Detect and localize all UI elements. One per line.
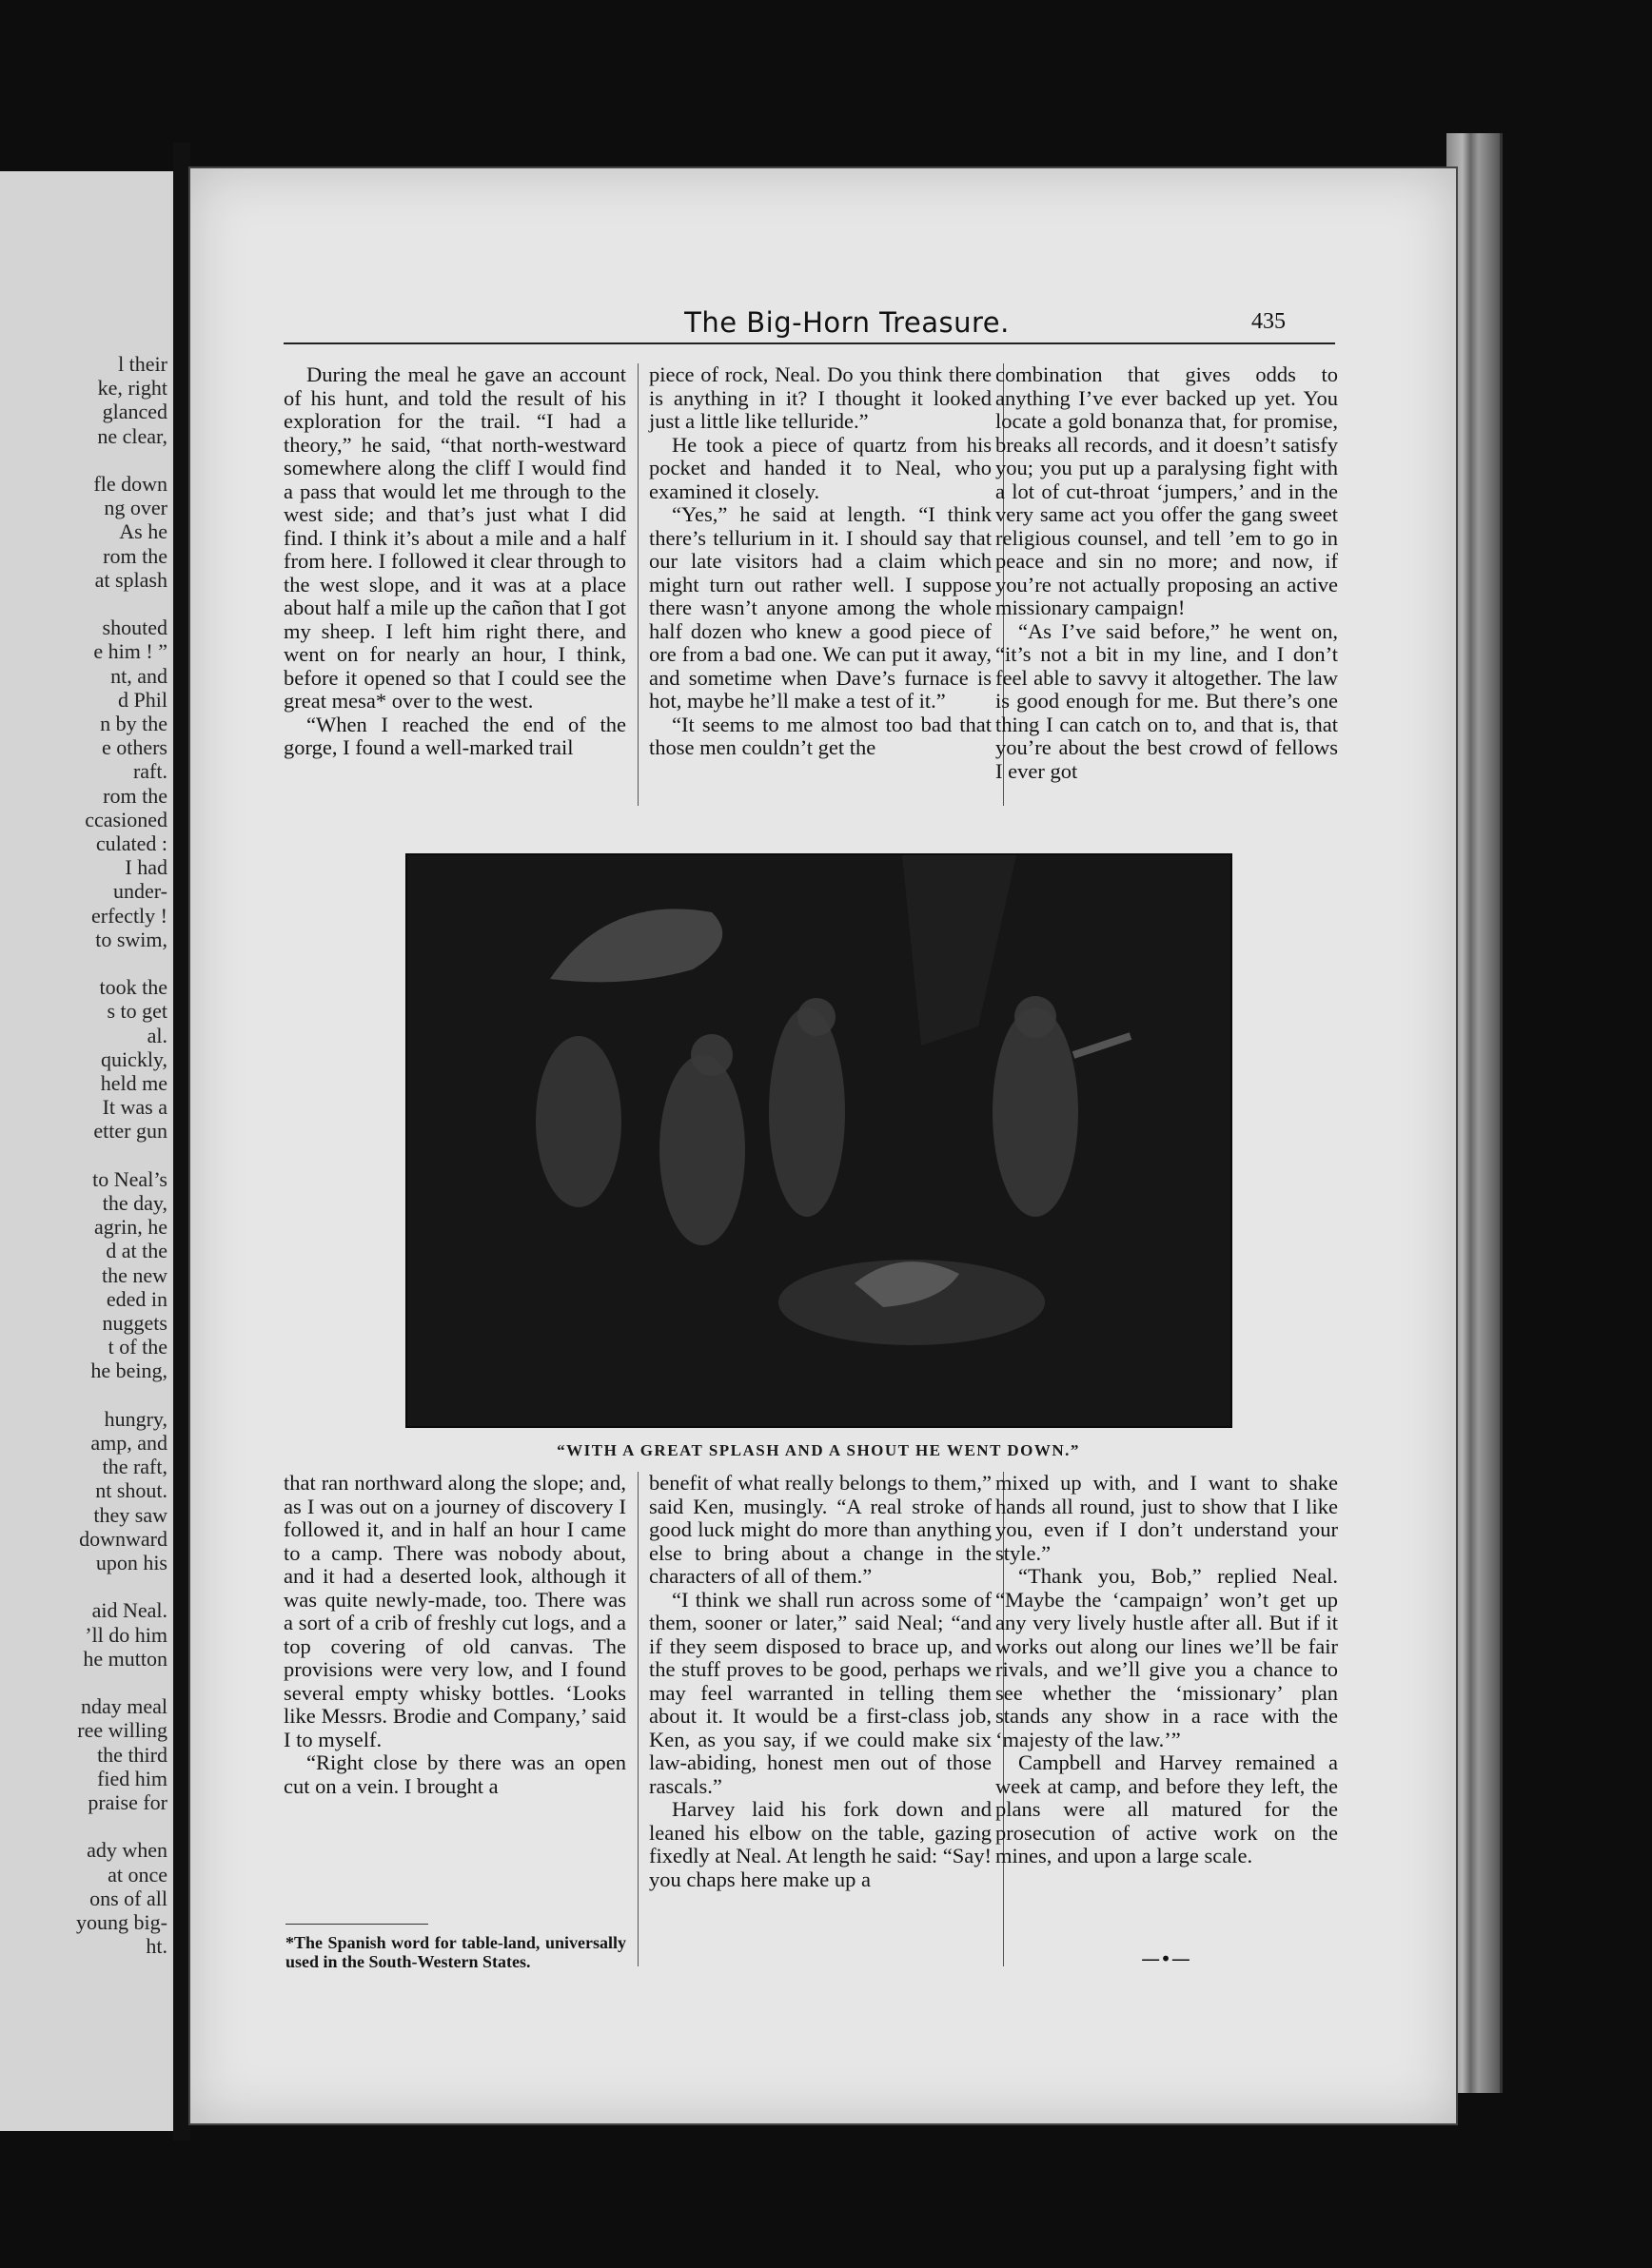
facing-page-line: ccasioned	[85, 807, 167, 831]
paragraph: “Thank you, Bob,” replied Neal. “Maybe the ‘campaign’ won’t get up any very lively hustle after all. But if it works out along our lines we’ll be fair rivals, and we’ll give you a chance to see whether the ‘missionary’ plan stands any show in a race with the ‘majesty of the law.’”	[995, 1564, 1338, 1751]
facing-page-line: agrin, he	[94, 1215, 167, 1240]
facing-page-line: to Neal’s	[92, 1166, 167, 1191]
illustration-caption: “WITH A GREAT SPLASH AND A SHOUT HE WENT DOWN.”	[557, 1441, 1080, 1459]
facing-page-line: glanced	[102, 400, 167, 424]
paragraph: “As I’ve said before,” he went on, “it’s not a bit in my line, and I don’t feel able to savvy it altogether. The law is good enough for me. But there’s one thing I can catch on to, and that is, that you’re about the best crowd of fellows I ever got	[995, 618, 1338, 783]
facing-page-line: upon his	[95, 1551, 167, 1574]
paragraph: “Yes,” he said at length. “I think there’s tellurium in it. I should say that our late visitors had a claim which might turn out rather well. I suppose there wasn’t anyone among the whole half dozen who knew a good piece of ore from a bad one. We can put it away, and sometime when Dave’s furnace is hot, maybe he’ll make a test of it.”	[649, 502, 992, 713]
column-top-3	[995, 363, 1338, 783]
facing-page-line: d Phil	[118, 687, 167, 712]
facing-page-line: the day,	[102, 1191, 167, 1215]
facing-page-fragment	[0, 171, 177, 2131]
column-rule	[638, 1472, 639, 1966]
facing-page-line: under-	[113, 879, 167, 904]
facing-page-line: nday meal	[80, 1694, 167, 1719]
facing-page-line: he being,	[90, 1359, 167, 1383]
paragraph: “When I reached the end of the gorge, I found a well-marked trail	[284, 712, 626, 759]
paragraph: “Right close by there was an open cut on a vein. I brought a	[284, 1750, 626, 1798]
facing-page-line: d at the	[106, 1239, 167, 1263]
facing-page-line: n by the	[100, 712, 167, 735]
facing-page-line: ht.	[146, 1934, 167, 1959]
column-top-2	[649, 363, 992, 760]
figure-left	[536, 1036, 621, 1207]
facing-page-line: rom the	[103, 543, 167, 568]
running-header-title: The Big-Horn Treasure.	[684, 306, 1010, 339]
paragraph: mixed up with, and I want to shake hands all round, just to show that I like you, even if I don’t understand your style.”	[995, 1471, 1338, 1565]
facing-page-line: ons of all	[89, 1886, 167, 1910]
figure-right-head	[1014, 996, 1056, 1038]
paragraph: benefit of what really belongs to them,” said Ken, musingly. “A real stroke of good luck might do more than anything else to bring about a change in the characters of all of them.”	[649, 1471, 992, 1588]
facing-page-line: culated :	[95, 831, 167, 855]
facing-page-line: l their	[118, 352, 167, 376]
facing-page-line: the raft,	[102, 1455, 167, 1479]
illustration-scene	[407, 855, 1230, 1426]
facing-page-line: etter gun	[93, 1119, 167, 1144]
facing-page-line: amp, and	[90, 1431, 167, 1455]
footnote: *The Spanish word for table-land, universally used in the South-Western States.	[285, 1933, 626, 1971]
column-bottom-2	[649, 1472, 992, 1891]
facing-page-line: took the	[99, 975, 167, 1000]
facing-page-line: quickly,	[100, 1046, 167, 1071]
paragraph: “It seems to me almost too bad that those men couldn’t get the	[649, 712, 992, 759]
facing-page-line: held me	[100, 1071, 167, 1095]
facing-page-line: t of the	[108, 1335, 167, 1359]
column-top-1	[284, 363, 626, 760]
facing-page-line: e him ! ”	[93, 639, 167, 664]
facing-page-line: s to get	[107, 999, 167, 1024]
page-number: 435	[1251, 309, 1286, 334]
facing-page-line: the new	[101, 1262, 167, 1287]
paragraph: combination that gives odds to anything I’ve ever backed up yet. You locate a gold bonanza that, for promise, breaks all records, and it doesn’t satisfy you; you put up a paralysing fight with a lot of cut-throat ‘jumpers,’ and in the very same act you offer the gang sweet religious counsel, and tell ’em to go in peace and sin no more; and now, if you’re not actually proposing an active missionary campaign!	[995, 362, 1338, 619]
paragraph: Harvey laid his fork down and leaned his elbow on the table, gazing fixedly at Neal. At length he said: “Say! you chaps here make up a	[649, 1797, 992, 1891]
column-bottom-3	[995, 1472, 1338, 1868]
paragraph: Campbell and Harvey remained a week at camp, and before they left, the plans were all matured for the prosecution of active work on the mines, and upon a large scale.	[995, 1750, 1338, 1867]
facing-page-line: ree willing	[77, 1718, 167, 1743]
paragraph: During the meal he gave an account of his hunt, and told the result of his exploration for the trail. “I had a theory,” he said, “that north-westward somewhere along the cliff I would find a pass that would let me through to the west side; and that’s just what I did find. I think it’s about a mile and a half from here. I followed it clear through to the west slope, and it was at a place about half a mile up the cañon that I got my sheep. I left him right there, and went on for nearly an hour, I think, before it opened so that I could see the great mesa* over to the west.	[284, 362, 626, 713]
facing-page-line: I had	[125, 855, 167, 880]
facing-page-line: praise for	[88, 1790, 167, 1814]
facing-page-line: young big-	[76, 1910, 167, 1934]
facing-page-line: ne clear,	[97, 423, 167, 448]
facing-page-line: at splash	[94, 567, 167, 592]
facing-page-line: aid Neal.	[91, 1598, 167, 1623]
facing-page-line: nuggets	[102, 1311, 167, 1335]
header-rule	[284, 342, 1335, 344]
facing-page-line: It was a	[102, 1095, 167, 1120]
column-rule	[638, 363, 639, 806]
facing-page-line: ke, right	[97, 376, 167, 401]
book-page	[188, 166, 1458, 2125]
facing-page-line: hungry,	[104, 1406, 167, 1431]
facing-page-line: at once	[108, 1862, 167, 1887]
facing-page-line: they saw	[93, 1502, 167, 1527]
paragraph: “I think we shall run across some of them, sooner or later,” said Neal; “and if they seem disposed to brace up, and the stuff proves to be good, perhaps we may feel warranted in telling them about it. It would be a first-class job, Ken, as you say, if we could make six law-abiding, honest men out of those rascals.”	[649, 1587, 992, 1798]
figure-center-head	[797, 998, 836, 1036]
footnote-rule	[285, 1924, 428, 1925]
facing-page-line: downward	[79, 1526, 167, 1551]
figure-center-left	[659, 1055, 745, 1245]
facing-page-line: he mutton	[83, 1646, 167, 1671]
facing-page-line: nt shout.	[95, 1478, 167, 1503]
facing-page-line: erfectly !	[91, 903, 167, 928]
facing-page-line: e others	[101, 735, 167, 760]
paragraph: He took a piece of quartz from his pocket and handed it to Neal, who examined it closely.	[649, 432, 992, 503]
facing-page-line: nt, and	[110, 663, 167, 688]
facing-page-line: to swim,	[95, 927, 167, 951]
facing-page-line: fied him	[97, 1766, 167, 1790]
facing-page-line: al.	[147, 1023, 167, 1047]
figure-center-left-head	[691, 1034, 733, 1076]
figure-right	[993, 1007, 1078, 1217]
facing-page-line: As he	[119, 519, 167, 544]
facing-page-line: rom the	[103, 783, 167, 808]
facing-page-line: ady when	[87, 1838, 167, 1863]
facing-page-line: the third	[97, 1742, 167, 1767]
end-ornament: —•—	[1141, 1947, 1190, 1970]
paragraph: that ran northward along the slope; and, as I was out on a journey of discovery I followed it, and in half an hour I came to a camp. There was nobody about, and it had a deserted look, although it was quite newly-made, too. There was a sort of a crib of freshly cut logs, and a top covering of old canvas. The provisions were very low, and I found several empty whisky bottles. ‘Looks like Messrs. Brodie and Company,’ said I to myself.	[284, 1471, 626, 1751]
facing-page-line: ’ll do him	[85, 1622, 167, 1647]
column-bottom-1	[284, 1472, 626, 1798]
facing-page-line: eded in	[106, 1286, 167, 1311]
facing-page-line: raft.	[132, 759, 167, 784]
facing-page-line: ng over	[104, 496, 167, 520]
facing-page-line: fle down	[93, 472, 167, 496]
facing-page-line: shouted	[102, 616, 167, 640]
illustration-plate	[405, 853, 1232, 1428]
figure-center	[769, 1007, 845, 1217]
paragraph: piece of rock, Neal. Do you think there is anything in it? I thought it looked just a little like telluride.”	[649, 362, 992, 433]
